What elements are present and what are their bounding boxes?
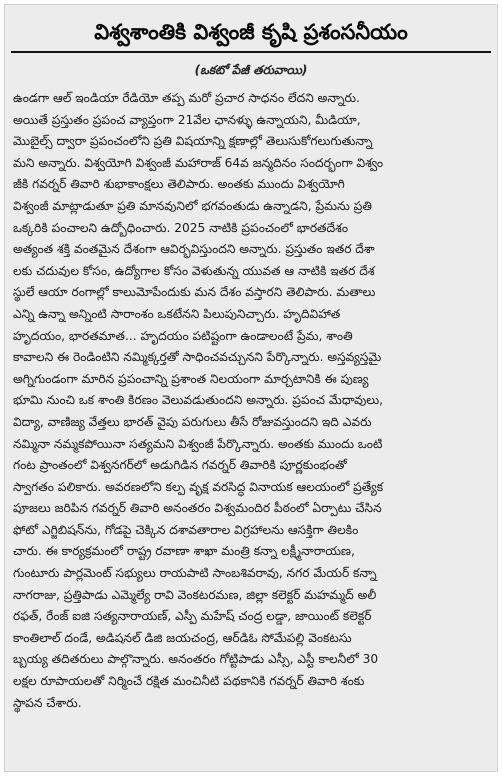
article-line: గుంటూరు పార్లమెంట్ సభ్యులు రాయపాటి సాంబశివరావు, నగర మేయర్ కన్నా <box>13 566 377 581</box>
article-line: రఫత్, రేంజ్ ఐజి సత్యనారాయణ్, ఎస్పీ మహేష్ చంద్ర లడ్డా, జాయింట్ కలెక్టర్ <box>13 609 372 624</box>
continuation-label: (ఒకటో పేజీ తరువాయి) <box>194 63 308 77</box>
article-line: బ్బయ్య తదితరులు పాల్గొన్నారు. అనంతరం గోట్టిపాడు ఎస్సీ, ఎస్టీ కాలనీలో 30 <box>13 652 379 667</box>
article-line: కాంతిలాల్ దండే, అడిషనల్ డిజి జయచంద్ర, ఆర్‌డిఓ సోమేపల్లి వెంకటసు <box>13 630 352 645</box>
article-line: మొబైల్స్ ద్వారా ప్రపంచంలోని ప్రతి విషయాన్ని క్షణాల్లో తెలుసుకోగలుగుతున్నా <box>13 134 373 149</box>
article-line: జీకి గవర్నర్ తివారి శుభాకాంక్షలు తెలిపారు. అంతకు ముందు విశ్వయోగి <box>13 177 345 192</box>
article-headline: విశ్వశాంతికి విశ్వంజీ కృషి ప్రశంసనీయం <box>94 20 408 44</box>
article-line: విద్యా, వాణిజ్య వేత్తలు భారత్ వైపు పరుగులు తీసే రోజువస్తుందని ఇది ఎవరు <box>13 414 372 429</box>
article-line: హృదయం, భారతమాత... హృదయం పటిష్టంగా ఉండాలంటే ప్రేమ, శాంతి <box>13 328 353 343</box>
article-line: విశ్వంజీ మాట్లాడుతూ ప్రతి మానవునిలో భగవంతుడు ఉన్నాడని, ప్రేమను ప్రతి <box>13 198 372 213</box>
article-line: ఒక్కరికి పంచాలని ఉద్బోధించారు. 2025 నాటికి ప్రపంచంలో భారతదేశం <box>13 220 349 235</box>
article-line: ఉండగా ఆల్ ఇండియా రేడియో తప్ప మరో ప్రచార సాధనం లేదని అన్నారు. <box>13 91 360 105</box>
article-line: మని అన్నారు. విశ్వయోగి విశ్వంజీ మహారాజ్ 64వ జన్మదినం సందర్భంగా విశ్వం <box>13 155 384 170</box>
newspaper-clipping <box>4 4 498 772</box>
article-line: అయితే ప్రస్తుతం ప్రపంచ వ్యాప్తంగా 21వేల ఛానళ్ళు ఉన్నాయని, మీడియా, <box>13 112 361 127</box>
article-line: గంట ప్రాంతంలో విశ్వనగర్‌లో అడుగిడిన గవర్నర్ తివారికి పూర్ణకుంభంతో <box>13 458 347 473</box>
article-line: లక్షల రూపాయలతో నిర్మించే రక్షిత మంచినీటి పథకానికి గవర్నర్ తివారి శంకు <box>13 674 365 689</box>
article-line: అగ్నిగుండంగా మారిన ప్రపంచాన్ని ప్రశాంత నిలయంగా మార్చటానికి ఈ పుణ్య <box>13 371 369 386</box>
article-line: చారు. ఈ కార్యక్రమంలో రాష్ట్ర రవాణా శాఖా మంత్రి కన్నా లక్ష్మీనారాయణ, <box>13 544 355 559</box>
article-line: నాగరాజు, ప్రత్తిపాడు ఎమ్మెల్యే రావి వెంకటరమణ, జిల్లా కలెక్టర్ మహమ్మద్ అలీ <box>13 587 377 602</box>
article-line: స్థాపన చేశారు. <box>13 695 82 710</box>
article-body <box>13 88 489 714</box>
headline-divider <box>11 51 491 53</box>
article-line: నమ్మినా నమ్మకపోయినా సత్యమని విశ్వంజీ పేర్కొన్నారు. అంతకు ముందు ఒంటి <box>13 436 383 451</box>
article-line: ఎన్ని ఉన్నా అన్నింటి సారాంశం ఒకటేనని పిలుపునిచ్చారు. హృదివిహాత <box>13 306 341 321</box>
article-line: భూమి నుంచి ఒక శాంతి కిరణం వెలువడుతుందని అన్నారు. ప్రపంచ మేధావులు, <box>13 393 384 408</box>
article-line: లకు చదువుల కోసం, ఉద్యోగాల కోసం వెళుతున్న యువత ఆ నాటికి ఇతర దేశ <box>13 263 375 278</box>
article-line: స్థులే ఆయా రంగాల్లో కాలుమోపేందుకు మన దేశం వస్తారని తెలిపారు. మతాలు <box>13 285 376 300</box>
article-line: కావాలని ఈ రెండింటిని నమ్మిక్కర్తతో సాధించవచ్చునని పేర్కొన్నారు. అస్తవ్యస్తమై <box>13 350 382 365</box>
article-line: పూజలు జరిపిన గవర్నర్ తివారి అనంతరం విశ్వమందిర పీఠంలో ఏర్పాటు చేసిన <box>13 501 382 516</box>
article-line: ఫోటో ఎగ్జిబిషన్‌ను, గోడపై చెక్కిన దశావతారాల విగ్రహాలను ఆసక్తిగా తిలకిం <box>13 522 359 537</box>
article-line: స్వాగతం పలికారు. అవరణలోని కల్ప వృక్ష వరసిద్ధ వినాయక ఆలయంలో ప్రత్యేక <box>13 479 384 494</box>
article-line: అత్యంత శక్తి వంతమైన దేశంగా ఆవిర్భవిస్తుందని అన్నారు. ప్రస్తుతం ఇతర దేశా <box>13 242 375 257</box>
